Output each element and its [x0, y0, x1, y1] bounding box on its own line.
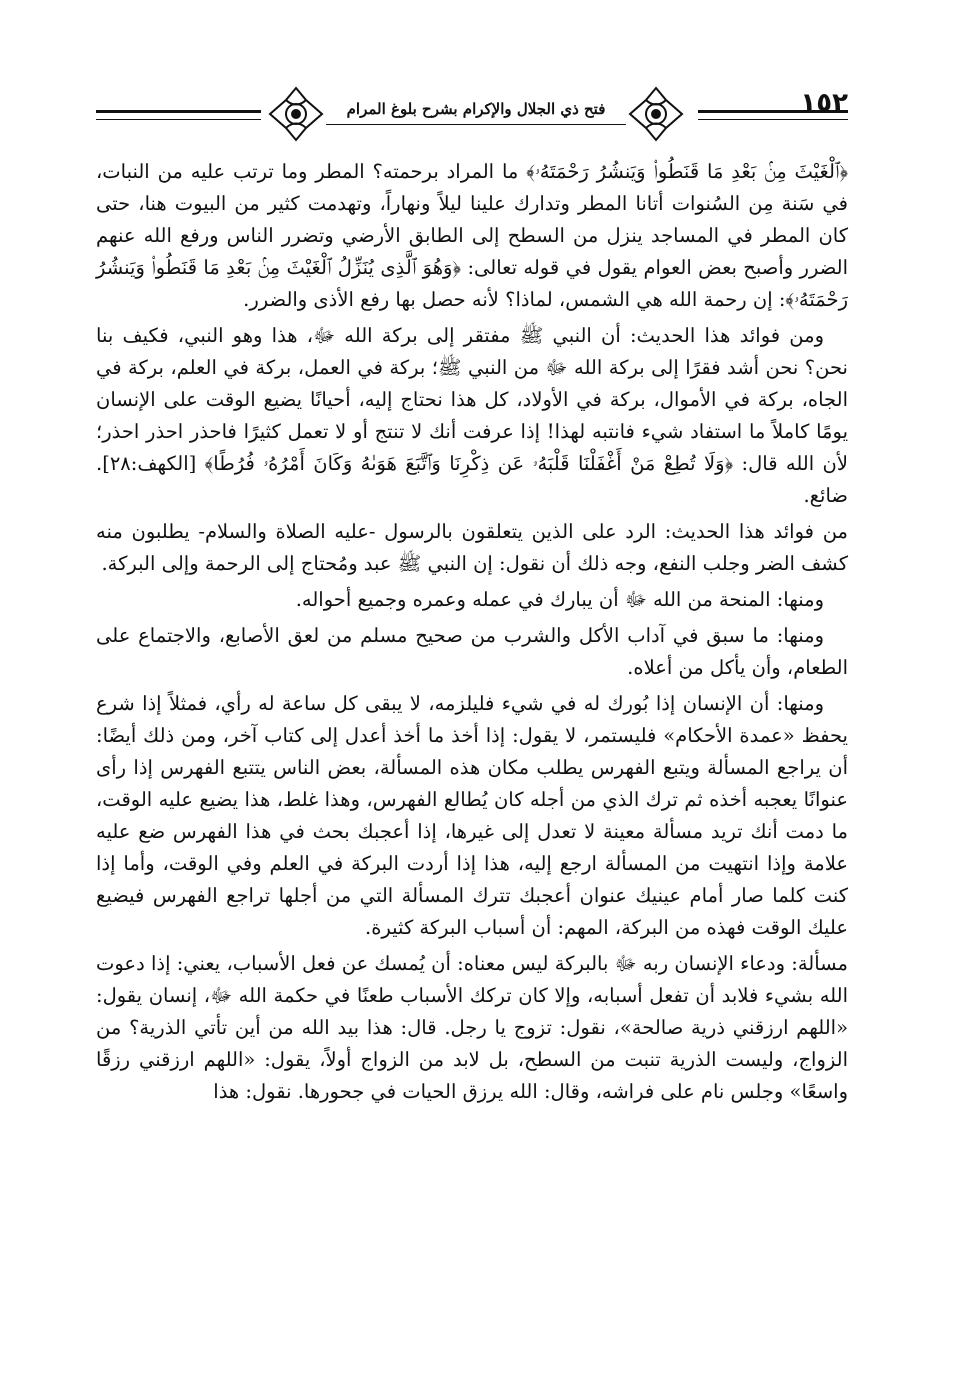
page-header: [96, 70, 848, 156]
paragraph: ومن فوائد هذا الحديث: أن النبي ﷺ مفتقر إلى بركة الله ﷻ، هذا وهو النبي، فكيف بنا نحن؟ نحن أشد فقرًا إلى بركة الله ﷻ من النبي ﷺ؛ بركة في العمل، بركة في العلم، بركة في الجاه، بركة في الأموال، بركة في الأولاد، كل هذا نحتاج إليه، أحيانًا يضيع الوقت على الإنسان يومًا كاملاً ما استفاد شيء فانتبه لهذا! إذا عرفت أنك لا تنتج أو لا تعمل كثيرًا فاحذر احذر احذر؛ لأن الله قال: ﴿وَلَا تُطِعْ مَنْ أَغْفَلْنَا قَلْبَهُۥ عَن ذِكْرِنَا وَٱتَّبَعَ هَوَىٰهُ وَكَانَ أَمْرُهُۥ فُرُطًا﴾ [الكهف:٢٨]. ضائع.: [96, 324, 848, 507]
paragraph: ومنها: ما سبق في آداب الأكل والشرب من صحيح مسلم من لعق الأصابع، والاجتماع على الطعام، وأن يأكل من أعلاه.: [96, 624, 848, 679]
paragraph: ﴿ٱلْغَيْثَ مِنۢ بَعْدِ مَا قَنَطُوا۟ وَيَنشُرُ رَحْمَتَهُۥ﴾ ما المراد برحمته؟ المطر وما ترتب عليه من النبات، في سَنة مِن السُنوات أتانا المطر وتدارك علينا ليلاً ونهاراً، وتهدمت كثير من البيوت هنا، حتى كان المطر في المساجد ينزل من السطح إلى الطابق الأرضي وتضرر الناس ورفع الله عنهم الضرر وأصبح بعض العوام يقول في قوله تعالى: ﴿وَهُوَ ٱلَّذِى يُنَزِّلُ ٱلْغَيْثَ مِنۢ بَعْدِ مَا قَنَطُوا۟ وَيَنشُرُ رَحْمَتَهُۥ﴾: إن رحمة الله هي الشمس، لماذا؟ لأنه حصل بها رفع الأذى والضرر.: [96, 160, 848, 311]
page-number: ١٥٢: [800, 88, 848, 118]
running-title: فتح ذي الجلال والإكرام بشرح بلوغ المرام: [326, 100, 626, 125]
ornament-icon: [626, 84, 686, 144]
header-rule-right: [698, 110, 848, 120]
page: [96, 70, 848, 1360]
ornament-icon: [266, 84, 326, 144]
body-text: [96, 156, 848, 1108]
paragraph: ومنها: المنحة من الله ﷻ أن يبارك في عمله وعمره وجميع أحواله.: [295, 588, 824, 611]
header-rule-left: [96, 110, 261, 120]
paragraph: من فوائد هذا الحديث: الرد على الذين يتعلقون بالرسول -عليه الصلاة والسلام- يطلبون منه كشف الضر وجلب النفع، وجه ذلك أن نقول: إن النبي ﷺ عبد ومُحتاج إلى الرحمة وإلى البركة.: [96, 520, 848, 575]
paragraph: مسألة: ودعاء الإنسان ربه ﷻ بالبركة ليس معناه: أن يُمسك عن فعل الأسباب، يعني: إذا دعوت الله بشيء فلابد أن تفعل أسبابه، وإلا كان تركك الأسباب طعنًا في حكمة الله ﷻ، إنسان يقول: «اللهم ارزقني ذرية صالحة»، نقول: تزوج يا رجل. قال: هذا بيد الله من أين تأتي الذرية؟ من الزواج، وليست الذرية تنبت من السطح، بل لابد من الزواج أولاً، يقول: «اللهم ارزقني رزقًا واسعًا» وجلس نام على فراشه، وقال: الله يرزق الحيات في جحورها. نقول: هذا: [96, 952, 848, 1103]
paragraph: ومنها: أن الإنسان إذا بُورك له في شيء فليلزمه، لا يبقى كل ساعة له رأي، فمثلاً إذا شرع يحفظ «عمدة الأحكام» فليستمر، لا يقول: إذا أخذ ما أخذ أعدل إلى كتاب آخر، ومن ذلك أيضًا: أن يراجع المسألة ويتبع الفهرس يطلب مكان هذه المسألة، بعض الناس يتتبع الفهرس إذا رأى عنوانًا يعجبه أخذه ثم ترك الذي من أجله كان يُطالع الفهرس، وهذا غلط، هذا يضيع عليه الوقت، ما دمت أنك تريد مسألة معينة لا تعدل إلى غيرها، إذا أعجبك بحث في هذا الفهرس ضع عليه علامة وإذا انتهيت من المسألة ارجع إليه، هذا إذا أردت البركة في العلم وفي الوقت، وأما إذا كنت كلما صار أمام عينيك عنوان أعجبك تترك المسألة التي من أجلها تراجع الفهرس فيضيع عليك الوقت فهذه من البركة، المهم: أن أسباب البركة كثيرة.: [96, 692, 848, 939]
